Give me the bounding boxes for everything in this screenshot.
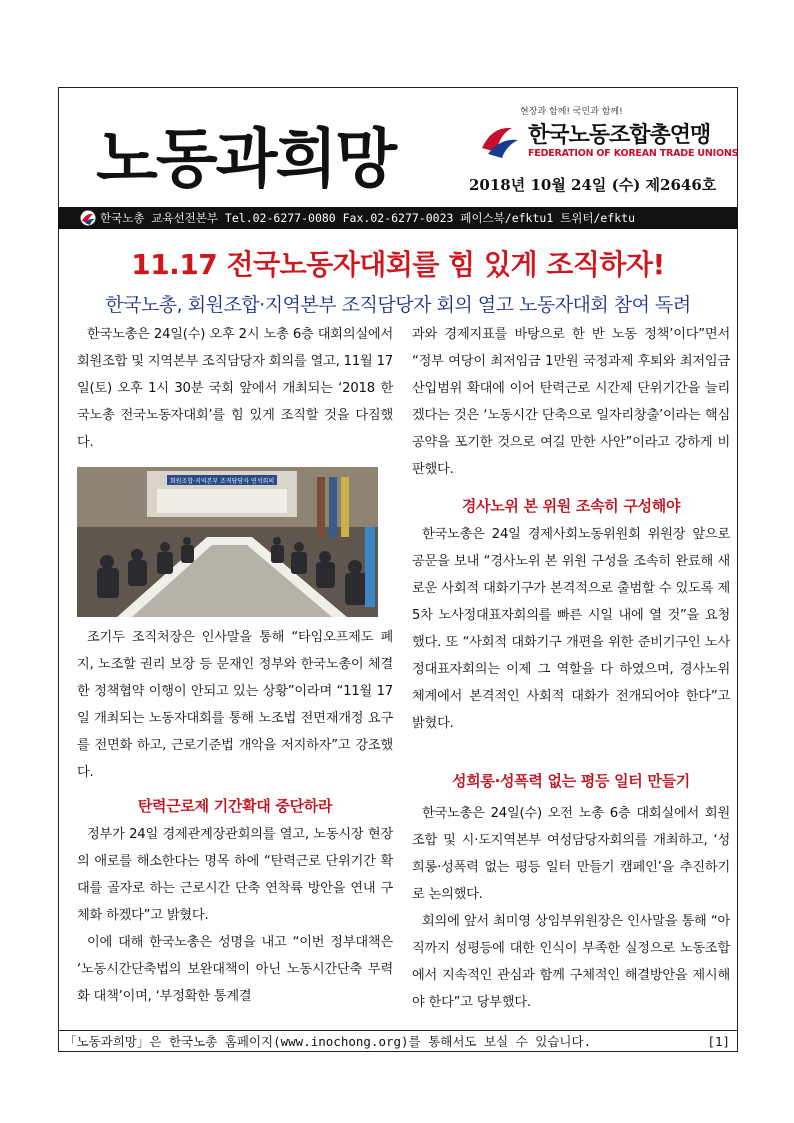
section-heading: 성희롱·성폭력 없는 평등 일터 만들기: [452, 772, 690, 790]
issue-date-number: 2018년 10월 24일 (수) 제2646호: [469, 176, 717, 194]
left-column-section1: [77, 821, 393, 1010]
footer-text: 「노동과희망」은 한국노총 홈페이지(www.inochong.org)를 통해서도 보실 수 있습니다.: [64, 1034, 592, 1049]
right-column-section2: [412, 521, 730, 737]
fkt-small-logo-icon: [80, 210, 96, 226]
meeting-photo: [77, 467, 378, 617]
paragraph: 과와 경제지표를 바탕으로 한 반 노동 정책’이다”면서 “정부 여당이 최저임금 1만원 국정과제 후퇴와 최저임금산입범위 확대에 이어 탄력근로 시간제 단위기간을 늘리겠다는 것은 ‘노동시간 단축으로 일자리창출’이라는 핵심공약을 포기한 것으로 여길 만한 사안”이라고 강하게 비판했다.: [412, 327, 730, 477]
paragraph: 정부가 24일 경제관계장관회의를 열고, 노동시장 현장의 애로를 해소한다는 명목 하에 “탄력근로 단위기간 확대를 골자로 하는 근로시간 단축 연착륙 방안을 연내 구체화 하겠다”고 밝혔다.: [77, 827, 393, 923]
section-heading: 경사노위 본 위원 조속히 구성해야: [461, 497, 681, 515]
paragraph: 한국노총은 24일(수) 오전 노총 6층 대회실에서 회원조합 및 시·도지역본부 여성담당자회의를 개최하고, ‘성희롱·성폭력 없는 평등 일터 만들기 캠페인’을 추진하기로 논의했다.: [412, 806, 730, 902]
article-headline: 11.17 전국노동자대회를 힘 있게 조직하자!: [131, 248, 665, 281]
org-name: 한국노동조합총연맹: [528, 123, 711, 148]
fkt-logo-icon: [478, 118, 522, 162]
paragraph: 한국노총은 24일(수) 오후 2시 노총 6층 대회의실에서 회원조합 및 지역본부 조직담당자 회의를 열고, 11월 17일(토) 오후 1시 30분 국회 앞에서 개최되는 ‘2018 한국노총 전국노동자대회’를 힘 있게 조직할 것을 다짐했다.: [77, 327, 393, 450]
right-column-continued: [412, 321, 730, 483]
section-heading: 탄력근로제 기간확대 중단하라: [137, 797, 333, 815]
left-column-intro: [77, 321, 393, 456]
footer-bar: [58, 1030, 738, 1052]
article-subheadline: 한국노총, 회원조합·지역본부 조직담당자 회의 열고 노동자대회 참여 독려: [105, 294, 691, 316]
page-number: [1]: [707, 1034, 730, 1049]
org-english-name: FEDERATION OF KOREAN TRADE UNIONS: [528, 148, 739, 159]
contact-bar: 한국노총 교육선전본부 Tel.02-6277-0080 Fax.02-6277-0023 페이스북/efktu1 트위터/efktu: [58, 207, 738, 229]
newsletter-title: 노동과희망: [96, 122, 396, 197]
right-column-section3: [412, 800, 730, 1016]
paragraph: 회의에 앞서 최미영 상임부위원장은 인사말을 통해 “아직까지 성평등에 대한 인식이 부족한 실정으로 노동조합에서 지속적인 관심과 함께 구체적인 해결방안을 제시해야 한다”고 당부했다.: [412, 914, 730, 1010]
org-slogan: 현장과 함께! 국민과 함께!: [520, 107, 623, 117]
paragraph: 조기두 조직처장은 인사말을 통해 “타임오프제도 폐지, 노조할 권리 보장 등 문재인 정부와 한국노총이 체결한 정책협약 이행이 안되고 있는 상황”이라며 “11월 17일 개최되는 노동자대회를 통해 노조법 전면재개정 요구를 전면화 하고, 근로기준법 개악을 저지하자”고 강조했다.: [77, 630, 393, 780]
paragraph: 한국노총은 24일 경제사회노동위원회 위원장 앞으로 공문을 보내 “경사노위 본 위원 구성을 조속히 완료해 새로운 사회적 대화기구가 본격적으로 출범할 수 있도록 제5차 노사정대표자회의를 빠른 시일 내에 열 것”을 요청했다. 또 “사회적 대화기구 개편을 위한 준비기구인 노사정대표자회의는 이제 그 역할을 다 하였으며, 경사노위 체계에서 본격적인 사회적 대화가 전개되어야 한다”고 밝혔다.: [412, 527, 730, 731]
photo-banner-text: 회원조합·지역본부 조직담당자 연석회의: [169, 478, 275, 485]
left-column-body: [77, 624, 393, 786]
paragraph: 이에 대해 한국노총은 성명을 내고 “이번 정부대책은 ‘노동시간단축법의 보완대책이 아닌 노동시간단축 무력화 대책’이며, ‘부정확한 통계결: [77, 935, 393, 1004]
